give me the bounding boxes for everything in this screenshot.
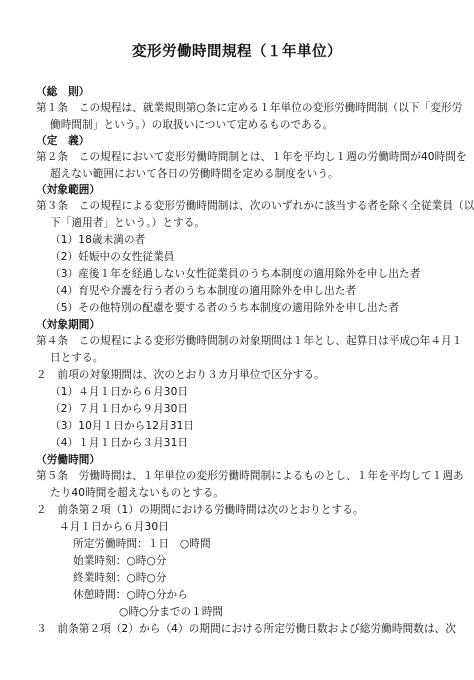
body-text-line: 超えない範囲において各日の労働時間を定める制度をいう。 xyxy=(50,168,339,180)
section-heading: （対象範囲） xyxy=(36,184,101,196)
section-heading: （労働時間） xyxy=(36,454,101,466)
body-text-line: （5）その他特別の配慮を要する者のうち本制度の適用除外を申し出た者 xyxy=(50,302,400,314)
body-text-line: （4）育児や介護を行う者のうち本制度の適用除外を申し出た者 xyxy=(50,285,357,297)
body-text-line: （3）産後１年を経過しない女性従業員のうち本制度の適用除外を申し出た者 xyxy=(50,268,421,280)
body-text-line: ２ 前条第２項（1）の期間における労働時間は次のとおりとする。 xyxy=(36,504,364,516)
body-text-line: （1）４月１日から６月30日 xyxy=(50,386,189,398)
body-text-line: 所定労働時間：１日 ○時間 xyxy=(73,538,211,550)
body-text-line: 日とする。 xyxy=(50,352,104,364)
section-heading: （総 則） xyxy=(36,86,90,98)
body-text-line: 第３条 この規程による変形労働時間制は、次のいずれかに該当する者を除く全従業員（以 xyxy=(36,200,474,212)
body-text-line: 第４条 この規程による変形労働時間制の対象期間は１年とし、起算日は平成○年４月１ xyxy=(36,335,463,347)
body-text-line: 休憩時間：○時○分から xyxy=(73,589,188,601)
body-text-line: ３ 前条第２項（2）から（4）の期間における所定労働日数および総労働時間数は、次 xyxy=(36,623,457,635)
body-text-line: ２ 前項の対象期間は、次のとおり３カ月単位で区分する。 xyxy=(36,369,325,381)
section-heading: （定 義） xyxy=(36,135,90,147)
body-text-line: 第２条 この規程において変形労働時間制とは、１年を平均し１週の労働時間が40時間を xyxy=(36,151,467,163)
document-title: 変形労働時間規程（１年単位） xyxy=(132,44,342,60)
body-text-line: たり40時間を超えないものとする。 xyxy=(50,487,225,499)
body-text-line: 働時間制」という。）の取扱いについて定めるものである。 xyxy=(50,119,334,131)
body-text-line: （2）妊娠中の女性従業員 xyxy=(50,251,175,263)
body-text-line: （3）10月１日から12月31日 xyxy=(50,420,195,432)
section-heading: （対象期間） xyxy=(36,319,101,331)
body-text-line: （1）18歳未満の者 xyxy=(50,234,146,246)
body-text-line: ４月１日から６月30日 xyxy=(59,521,169,533)
body-text-line: 第５条 労働時間は、１年単位の変形労働時間制によるものとし、１年を平均して１週あ xyxy=(36,470,464,482)
body-text-line: （2）７月１日から９月30日 xyxy=(50,403,189,415)
body-text-line: 下「適用者」という。）とする。 xyxy=(50,217,206,229)
body-text-line: ○時○分までの１時間 xyxy=(119,606,224,618)
body-text-line: 第１条 この規程は、就業規則第○条に定める１年単位の変形労働時間制（以下「変形労 xyxy=(36,102,463,114)
body-text-line: （4）１月１日から３月31日 xyxy=(50,437,189,449)
body-text-line: 終業時刻：○時○分 xyxy=(73,572,167,584)
body-text-line: 始業時刻：○時○分 xyxy=(73,555,167,567)
